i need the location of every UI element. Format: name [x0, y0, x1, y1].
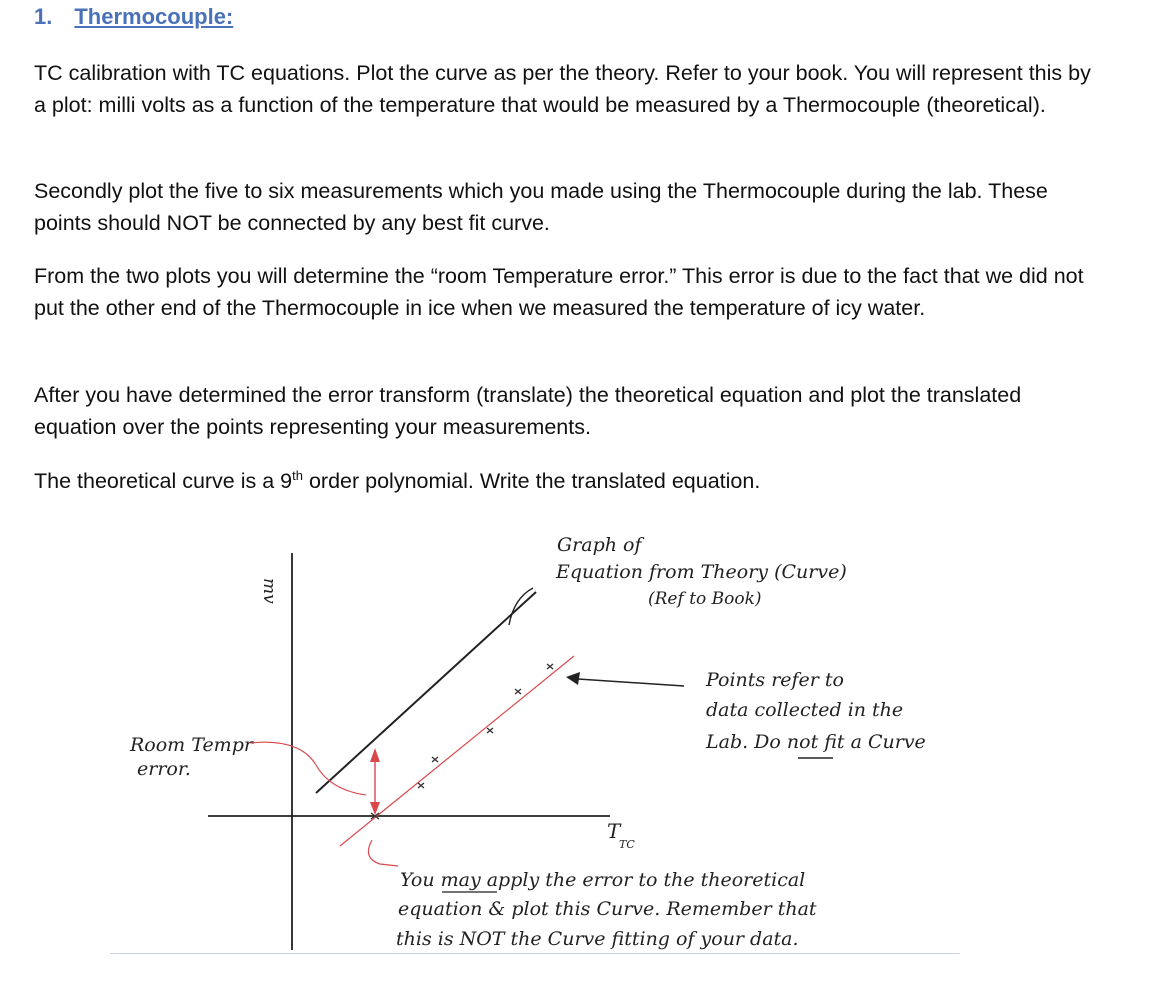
- theory-line: [316, 592, 536, 793]
- polynomial-text-end: order polynomial. Write the translated equation.: [302, 469, 761, 493]
- data-point: [418, 783, 424, 788]
- room-error-leader: [250, 742, 366, 795]
- note-line3: this is NOT the Curve fitting of your data.: [396, 928, 799, 950]
- data-point: [432, 757, 438, 762]
- theory-label-line2: Equation from Theory (Curve): [556, 561, 847, 583]
- x-axis-subscript: TC: [619, 838, 635, 851]
- points-label-line3: Lab. Do not fit a Curve: [706, 731, 926, 753]
- points-leader: [578, 679, 684, 686]
- bottom-rule: [110, 953, 960, 954]
- note-leader: [368, 840, 398, 866]
- data-point: [547, 664, 553, 669]
- data-point: [487, 728, 493, 733]
- room-label-line1: Room Tempr: [130, 734, 253, 756]
- section-number: 1.: [34, 4, 53, 29]
- polynomial-text: The theoretical curve is a 9: [34, 469, 293, 493]
- points-label-line1: Points refer to: [706, 669, 844, 691]
- ordinal-suffix: th: [292, 467, 303, 483]
- paragraph-calibration: TC calibration with TC equations. Plot the curve as per the theory. Refer to your book. You will represent this by a plot: milli volts as a function of the temperature that would be measured by a Thermocouple (theoretical).: [34, 61, 1091, 117]
- x-axis-label: T: [607, 819, 621, 843]
- note-line2: equation & plot this Curve. Remember that: [398, 898, 817, 920]
- points-label-line2: data collected in the: [706, 699, 904, 721]
- theory-label-line1: Graph of: [557, 534, 642, 556]
- theory-label-line3: (Ref to Book): [648, 589, 762, 609]
- room-label-line2: error.: [137, 758, 191, 780]
- section-title: Thermocouple:: [74, 4, 234, 29]
- y-axis-label: mv: [259, 578, 279, 604]
- paragraph-room-error: From the two plots you will determine the “room Temperature error.” This error is due to the fact that we did not put the other end of the Thermocouple in ice when we measured the temperature of icy water.: [34, 264, 1084, 320]
- note-line1: You may apply the error to the theoretical: [400, 869, 806, 891]
- data-points: [371, 664, 553, 819]
- points-arrowhead: [566, 672, 580, 685]
- paragraph-translate: After you have determined the error transform (translate) the theoretical equation and plot the translated equation over the points representing your measurements.: [34, 383, 1022, 439]
- data-point: [515, 689, 521, 694]
- paragraph-measurements: Secondly plot the five to six measurements which you made using the Thermocouple during the lab. These points should NOT be connected by any best fit curve.: [34, 179, 1048, 235]
- error-arrowhead-top: [370, 748, 380, 762]
